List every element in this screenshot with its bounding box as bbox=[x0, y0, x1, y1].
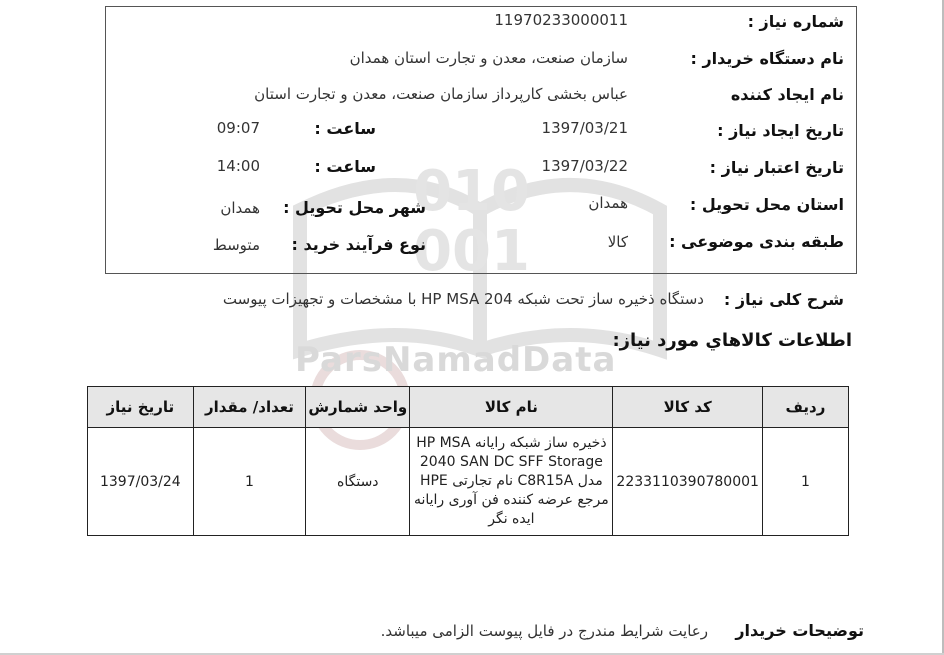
table-row bbox=[88, 428, 849, 536]
buyer-org-label: نام دستگاه خریدار : bbox=[690, 49, 844, 68]
created-date-label: تاریخ ایجاد نیاز : bbox=[717, 121, 844, 140]
delivery-province-label: استان محل تحویل : bbox=[689, 195, 844, 214]
buyer-notes-value: رعایت شرایط مندرج در فایل پیوست الزامی میباشد. bbox=[380, 622, 708, 640]
header-item-name: نام کالا bbox=[410, 387, 613, 428]
header-unit: واحد شمارش bbox=[306, 387, 410, 428]
creator-value: عباس بخشی کارپرداز سازمان صنعت، معدن و تجارت استان bbox=[254, 85, 628, 103]
delivery-province-value: همدان bbox=[588, 194, 628, 212]
need-number-value: 11970233000011 bbox=[494, 11, 628, 29]
purchase-process-label: نوع فرآیند خرید : bbox=[291, 235, 426, 254]
header-row-number: ردیف bbox=[762, 387, 848, 428]
goods-table bbox=[87, 386, 849, 536]
header-item-code: کد کالا bbox=[613, 387, 763, 428]
creator-label: نام ایجاد کننده bbox=[730, 85, 844, 104]
buyer-notes-label: توضیحات خریدار bbox=[735, 621, 864, 640]
category-value: کالا bbox=[607, 233, 628, 251]
valid-time-label: ساعت : bbox=[314, 157, 376, 176]
valid-date-label: تاریخ اعتبار نیاز : bbox=[709, 158, 844, 177]
cell-quantity: 1 bbox=[193, 428, 306, 536]
buyer-org-value: سازمان صنعت، معدن و تجارت استان همدان bbox=[349, 49, 628, 67]
svg-text:001: 001 bbox=[413, 219, 530, 284]
valid-time-value: 14:00 bbox=[216, 157, 260, 175]
goods-section-title: اطلاعات کالاهاي مورد نیاز: bbox=[612, 330, 852, 351]
watermark-text: ParsNamadData bbox=[295, 340, 617, 380]
cell-item-name: ذخیره ساز شبکه رایانه HP MSA 2040 SAN DC SFF Storage مدل C8R15A نام تجارتی HPE مرجع عرضه کننده فن آوری رایانه ایده نگر bbox=[410, 428, 613, 536]
created-time-label: ساعت : bbox=[314, 119, 376, 138]
delivery-city-label: شهر محل تحویل : bbox=[283, 198, 426, 217]
cell-need-date: 1397/03/24 bbox=[88, 428, 194, 536]
created-time-value: 09:07 bbox=[216, 119, 260, 137]
delivery-city-value: همدان bbox=[220, 199, 260, 217]
created-date-value: 1397/03/21 bbox=[541, 119, 628, 137]
need-number-label: شماره نیاز : bbox=[747, 12, 844, 31]
purchase-process-value: متوسط bbox=[212, 236, 260, 254]
summary-label: شرح کلی نیاز : bbox=[723, 290, 844, 309]
category-label: طبقه بندی موضوعی : bbox=[669, 232, 844, 251]
cell-item-code: 2233110390780001 bbox=[613, 428, 763, 536]
valid-date-value: 1397/03/22 bbox=[541, 157, 628, 175]
header-need-date: تاریخ نیاز bbox=[88, 387, 194, 428]
summary-value: دستگاه ذخیره ساز تحت شبکه HP MSA 204 با مشخصات و تجهیزات پیوست bbox=[222, 290, 704, 308]
header-quantity: تعداد/ مقدار bbox=[193, 387, 306, 428]
cell-unit: دستگاه bbox=[306, 428, 410, 536]
table-header-row bbox=[88, 387, 849, 428]
svg-text:010: 010 bbox=[413, 159, 530, 224]
cell-row-number: 1 bbox=[762, 428, 848, 536]
